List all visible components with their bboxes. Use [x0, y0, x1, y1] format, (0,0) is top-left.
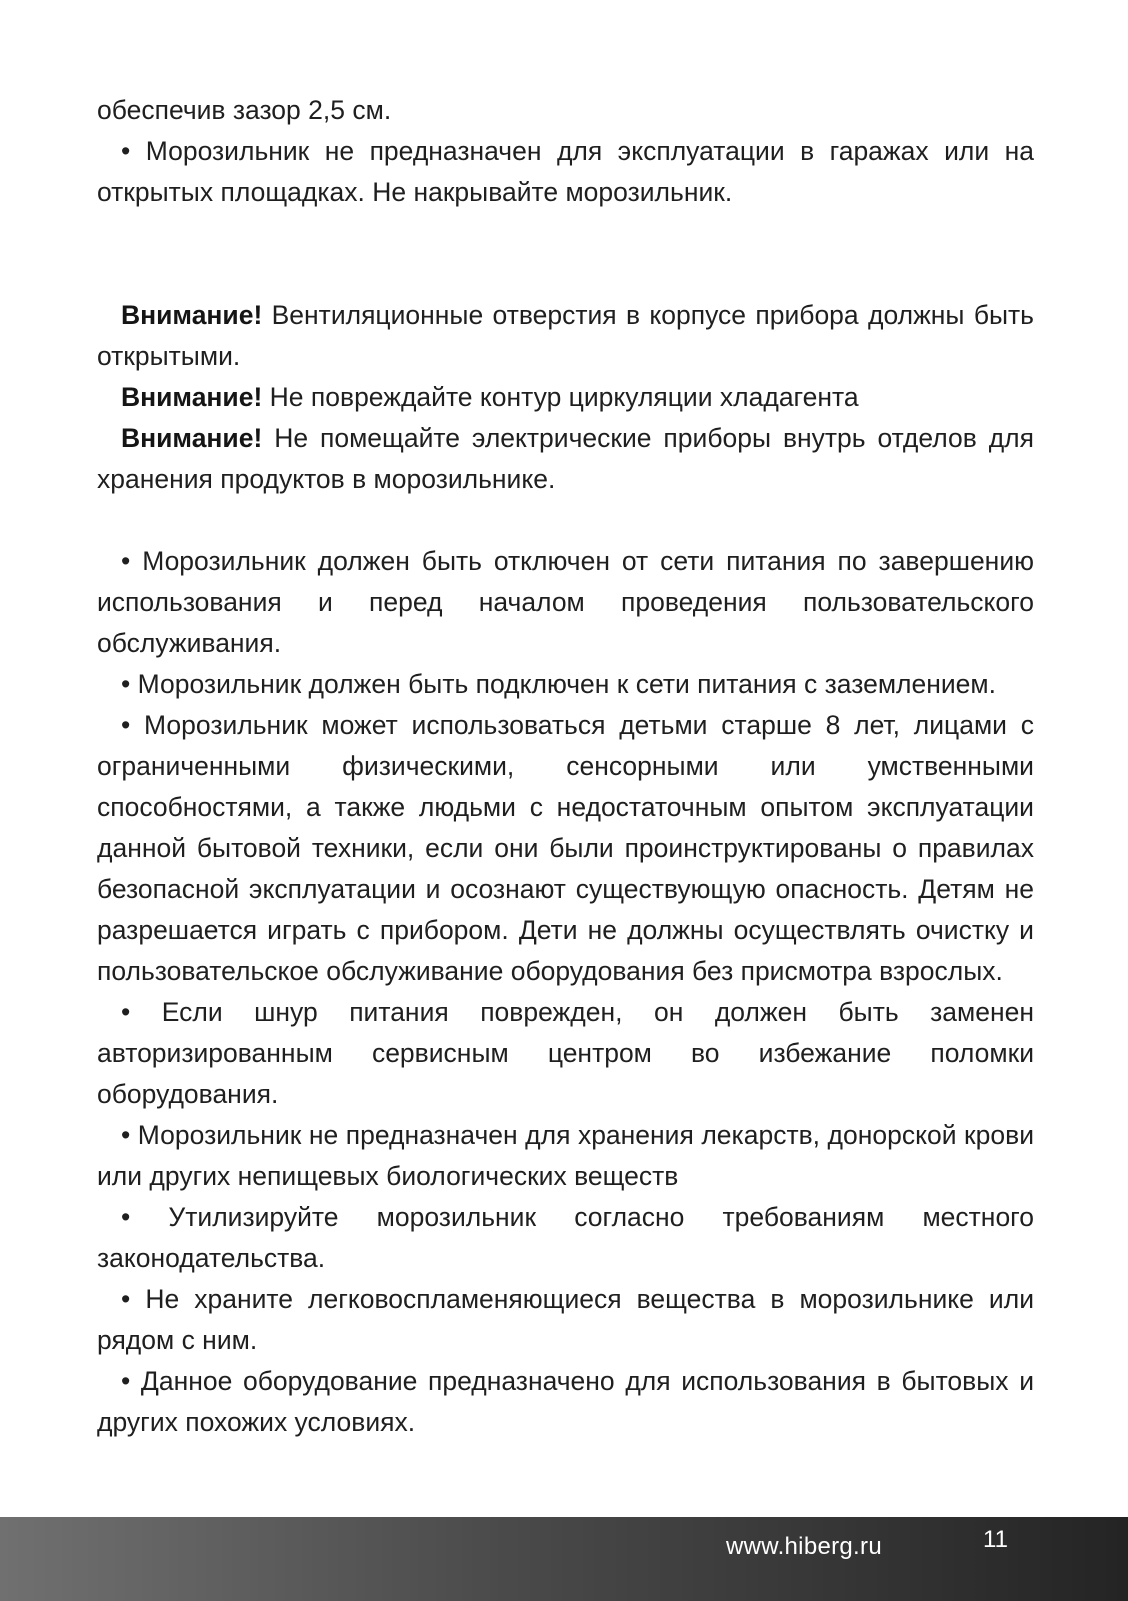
warning-ventilation: [97, 295, 1034, 377]
warning-text: Вентиляционные отверстия в корпусе прибора должны быть открытыми.: [97, 300, 1034, 371]
footer-bar: [0, 1517, 1128, 1601]
warning-label: Внимание!: [121, 382, 263, 412]
warning-refrigerant: [97, 377, 1034, 418]
bullet-grounding: • Морозильник должен быть подключен к сети питания с заземлением.: [121, 669, 996, 699]
footer-website-link[interactable]: www.hiberg.ru: [726, 1533, 882, 1560]
warning-text: Не помещайте электрические приборы внутрь отделов для хранения продуктов в морозильнике.: [97, 423, 1034, 494]
bullet-garage: • Морозильник не предназначен для эксплуатации в гаражах или на открытых площадках. Не накрывайте морозильник.: [97, 136, 1034, 207]
bullet-household-use: • Данное оборудование предназначено для использования в бытовых и других похожих условиях.: [97, 1366, 1034, 1437]
warning-text: Не повреждайте контур циркуляции хладагента: [262, 382, 859, 412]
bullet-flammable: • Не храните легковоспламеняющиеся вещества в морозильнике или рядом с ним.: [97, 1284, 1034, 1355]
bullet-power-cord: • Если шнур питания поврежден, он должен быть заменен авторизированным сервисным центром во избежание поломки оборудования.: [97, 997, 1034, 1109]
page-content: [97, 90, 1034, 1443]
warning-label: Внимание!: [121, 423, 263, 453]
paragraph-continued: обеспечив зазор 2,5 см.: [97, 95, 392, 125]
bullet-children: • Морозильник может использоваться детьми старше 8 лет, лицами с ограниченными физическими, сенсорными или умственными способностями, а также людьми с недостаточным опытом эксплуатации данной бытовой техники, если они были проинструктированы о правилах безопасной эксплуатации и осознают существующую опасность. Детям не разрешается играть с прибором. Дети не должны осуществлять очистку и пользовательское обслуживание оборудования без присмотра взрослых.: [97, 710, 1034, 986]
warning-electrical: [97, 418, 1034, 500]
bullet-medicine: • Морозильник не предназначен для хранения лекарств, донорской крови или других непищевых биологических веществ: [97, 1120, 1034, 1191]
bullet-disconnect: • Морозильник должен быть отключен от сети питания по завершению использования и перед началом проведения пользовательского обслуживания.: [97, 546, 1034, 658]
page-number: 11: [983, 1526, 1008, 1553]
warning-label: Внимание!: [121, 300, 263, 330]
bullet-disposal: • Утилизируйте морозильник согласно требованиям местного законодательства.: [97, 1202, 1034, 1273]
